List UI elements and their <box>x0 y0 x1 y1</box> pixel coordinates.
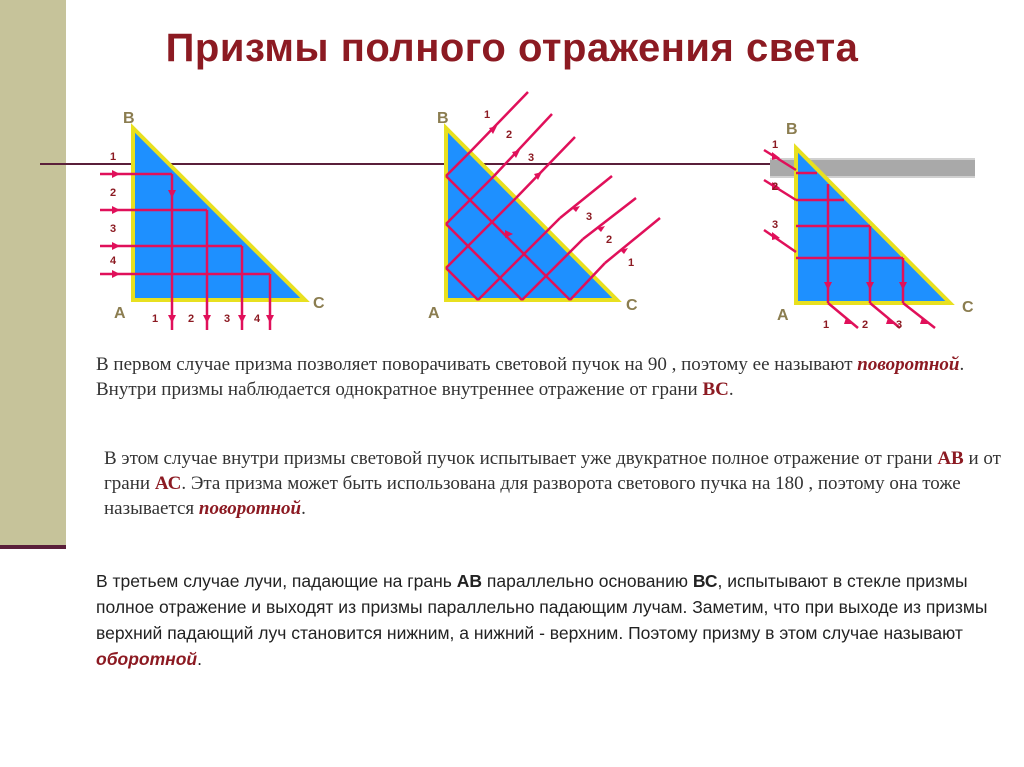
prism-3-ray-3 <box>764 230 796 252</box>
para2-text-b: и от грани <box>104 448 1001 494</box>
prism-1-vertex-c: C <box>313 295 325 312</box>
prism-2-ray-2 <box>494 114 552 176</box>
para2-text-d: . <box>301 498 306 519</box>
prism-3-out-label-1: 1 <box>823 319 830 331</box>
prism-1-in-label-3: 3 <box>110 223 117 235</box>
para1-text-a: В первом случае призма позволяет поворачивать световой пучок на 90 , поэтому ее называют <box>96 354 858 375</box>
prism-2 <box>428 92 660 322</box>
prism-3-out-label-2: 2 <box>862 319 869 331</box>
para2-face-2: АС <box>154 473 182 494</box>
prism-1-in-label-1: 1 <box>110 151 117 163</box>
prism-3-vertex-a: A <box>777 307 789 324</box>
para1-text-b: . Внутри призмы наблюдается однократное внутреннее отражение от грани <box>96 354 965 400</box>
prism-2-out-label-1: 1 <box>628 257 635 269</box>
para2-text-c: . Эта призма может быть использована для разворота светового пучка на 180 , поэтому она тоже называется <box>104 473 961 519</box>
para3-face-2: ВС <box>692 571 718 591</box>
para2-text-a: В этом случае внутри призмы световой пучок испытывает уже двукратное полное отражение от грани <box>104 448 938 469</box>
prism-3-in-label-1: 1 <box>772 139 779 151</box>
prism-2-out-label-3: 3 <box>586 211 593 223</box>
prism-2-vertex-b: B <box>437 110 449 127</box>
prism-1-vertex-b: B <box>123 110 135 127</box>
prism-2-out-label-2: 2 <box>606 234 613 246</box>
prism-1-out-label-2: 2 <box>188 313 195 325</box>
prism-3-out-1 <box>828 303 858 328</box>
prism-3-in-label-3: 3 <box>772 219 779 231</box>
paragraph-second-case <box>104 446 1004 521</box>
prism-2-ray-1 <box>470 92 528 152</box>
prism-1-out-label-1: 1 <box>152 313 159 325</box>
para3-text-a: В третьем случае лучи, падающие на грань <box>96 571 457 591</box>
prism-2-vertex-c: C <box>626 297 638 314</box>
para3-face-1: АВ <box>456 571 483 591</box>
para3-text-d: . <box>197 649 202 669</box>
para3-text-b: параллельно основанию <box>482 571 693 591</box>
prism-1-out-label-4: 4 <box>254 313 261 325</box>
prism-2-vertex-a: A <box>428 305 440 322</box>
para3-emphasis: оборотной <box>96 649 198 669</box>
paragraph-third-case <box>96 568 996 672</box>
para3-text-c: , испытывают в стекле призмы полное отражение и выходят из призмы параллельно падающим лучам. Заметим, что при выходе из призмы верхний падающий луч становится нижним, а нижний - верхним. Поэтому призму в этом случае называют <box>96 571 988 643</box>
paragraph-first-case <box>96 352 996 402</box>
prism-3-vertex-b: B <box>786 121 798 138</box>
prism-3 <box>764 121 974 331</box>
prism-3-out-label-3: 3 <box>896 319 903 331</box>
prism-3-in-label-2: 2 <box>772 181 779 193</box>
prism-2-in-label-2: 2 <box>506 129 513 141</box>
prism-3-vertex-c: C <box>962 299 974 316</box>
para1-text-c: . <box>728 379 734 400</box>
prism-1-out-label-3: 3 <box>224 313 231 325</box>
prism-2-ray-3 <box>516 137 575 198</box>
prism-1-vertex-a: A <box>114 305 126 322</box>
prism-3-ray-2 <box>764 180 796 200</box>
prism-3-ray-1 <box>764 150 796 170</box>
prism-1-in-label-4: 4 <box>110 255 117 267</box>
para1-face: ВС <box>702 379 729 400</box>
prism-2-in-label-3: 3 <box>528 152 535 164</box>
para2-emphasis: поворотной <box>198 498 302 519</box>
prism-2-in-label-1: 1 <box>484 109 491 121</box>
prism-3-out-3 <box>903 303 935 328</box>
para1-emphasis: поворотной <box>857 354 960 375</box>
prism-1-in-label-2: 2 <box>110 187 117 199</box>
para2-face-1: АВ <box>937 448 964 469</box>
slide-title: Призмы полного отражения света <box>165 26 859 70</box>
prism-1 <box>100 110 325 330</box>
